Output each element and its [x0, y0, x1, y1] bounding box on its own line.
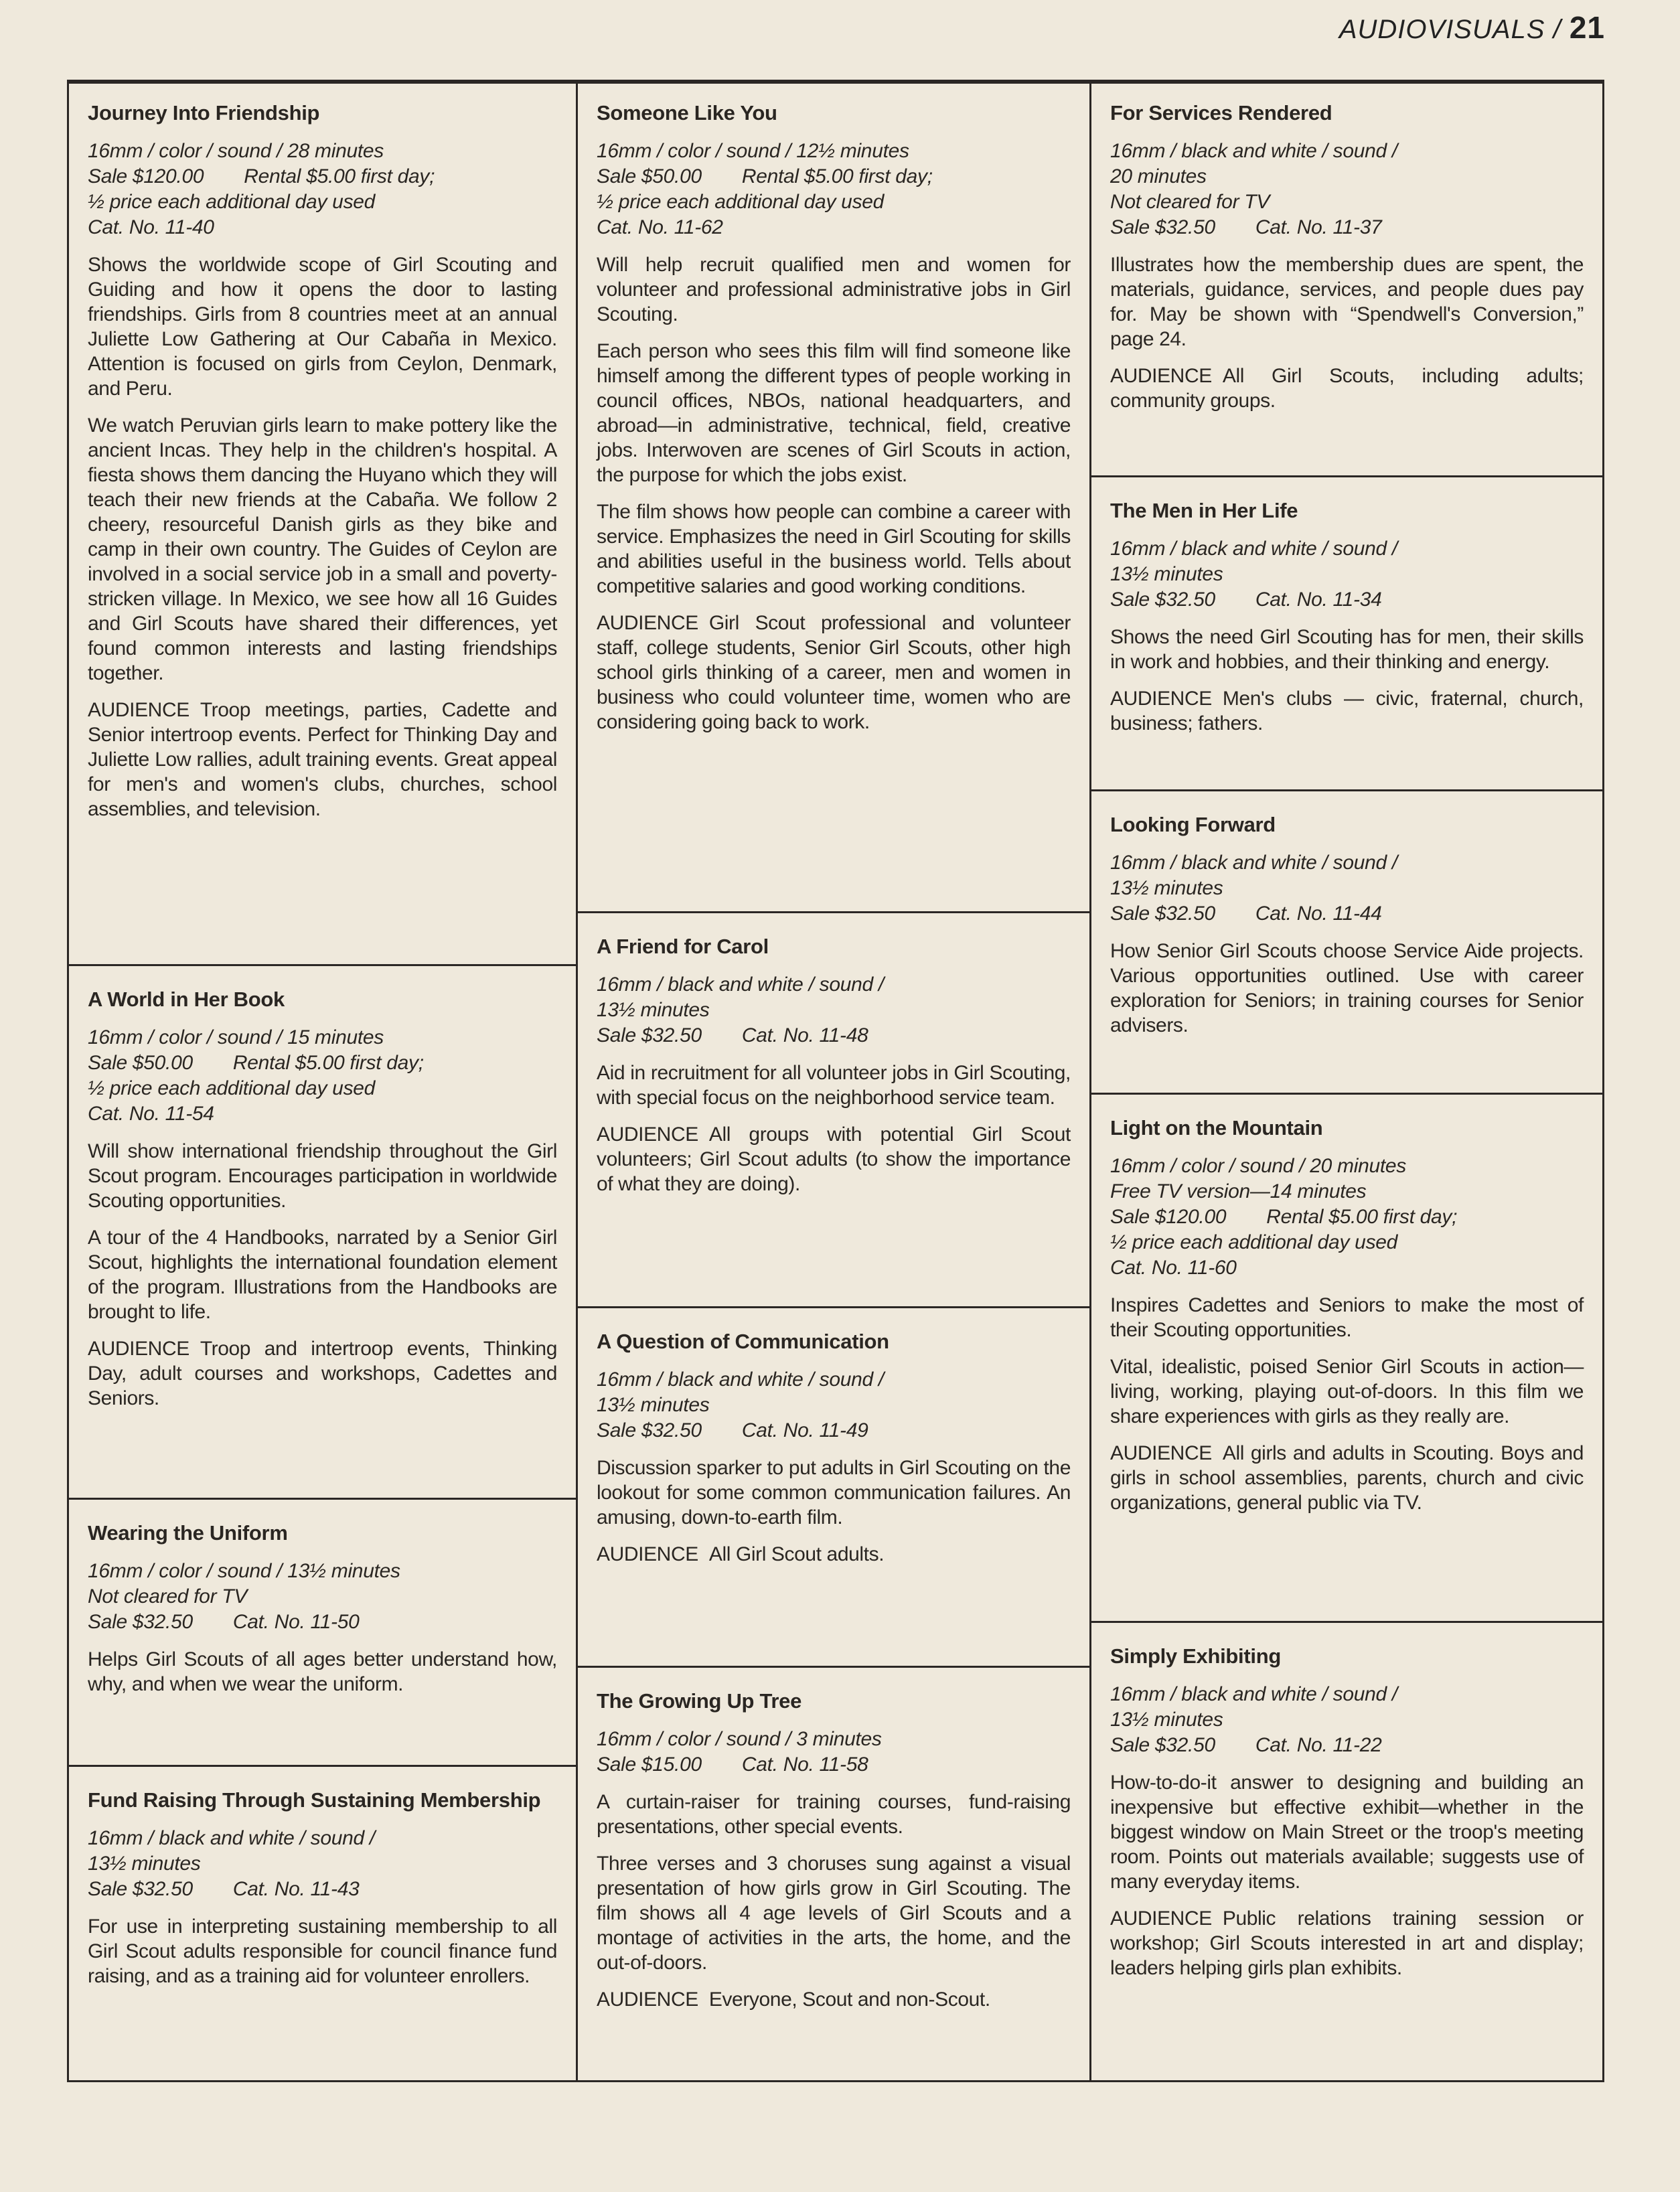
film-description: Shows the need Girl Scouting has for men, their skills in work and hobbies, and their thinking and energy.	[1110, 626, 1584, 673]
spec-line	[88, 1877, 557, 1902]
film-specs	[1110, 850, 1584, 927]
spec-line	[88, 1559, 557, 1584]
spec-value: Sale $32.50	[88, 1878, 193, 1900]
spec-value: Rental $5.00 first day;	[232, 1052, 424, 1074]
spec-line	[597, 139, 1071, 164]
spec-value: ½ price each additional day used	[88, 1077, 376, 1099]
column-2	[578, 80, 1089, 2082]
spec-line	[88, 215, 557, 240]
audience-label: AUDIENCE	[597, 1988, 698, 2011]
film-title: For Services Rendered	[1110, 101, 1332, 125]
film-specs	[88, 139, 557, 240]
audience-label: AUDIENCE	[88, 1338, 189, 1360]
spec-line	[1110, 587, 1584, 613]
spec-value: 13½ minutes	[597, 999, 710, 1021]
spec-value: Sale $50.00	[597, 165, 702, 187]
spec-line	[597, 189, 1071, 215]
spec-line	[1110, 1204, 1584, 1230]
audience-text: Men's clubs — civic, fraternal, church, business; fathers.	[1110, 688, 1584, 734]
spec-value: Cat. No. 11-49	[741, 1419, 868, 1441]
audience-note	[597, 1542, 1071, 1567]
audience-text: All Girl Scout adults.	[708, 1543, 885, 1565]
spec-line	[597, 215, 1071, 240]
spec-value: 16mm / color / sound / 28 minutes	[88, 140, 384, 162]
spec-value: Cat. No. 11-44	[1255, 903, 1382, 925]
spec-value: Sale $32.50	[1110, 216, 1215, 238]
spec-line	[597, 1727, 1071, 1752]
spec-value: Sale $32.50	[597, 1024, 702, 1046]
audience-label: AUDIENCE	[1110, 688, 1212, 710]
film-description: A tour of the 4 Handbooks, narrated by a Senior Girl Scout, highlights the international foundation element of the program. Illustrations from the Handbooks are brought to life.	[88, 1227, 557, 1323]
spec-line	[1110, 189, 1584, 215]
film-description: Inspires Cadettes and Seniors to make the most of their Scouting opportunities.	[1110, 1294, 1584, 1341]
film-title: The Men in Her Life	[1110, 499, 1298, 522]
film-description: Aid in recruitment for all volunteer jobs in Girl Scouting, with special focus on the neighborhood service team.	[597, 1062, 1071, 1109]
audience-label: AUDIENCE	[597, 1543, 698, 1565]
spec-value: 16mm / color / sound / 13½ minutes	[88, 1560, 400, 1582]
spec-line	[597, 1393, 1071, 1418]
film-description: Three verses and 3 choruses sung against a visual presentation of how girls grow in Girl Scouting. The film shows all 4 age levels of Girl Scouts and a montage of activities in the arts, the home, and the out-of-doors.	[597, 1853, 1071, 1974]
audience-note	[1110, 364, 1584, 413]
film-specs	[88, 1025, 557, 1127]
audience-label: AUDIENCE	[1110, 1442, 1212, 1464]
spec-value: Cat. No. 11-22	[1255, 1734, 1382, 1756]
spec-line	[1110, 1255, 1584, 1281]
spec-value: 13½ minutes	[1110, 877, 1223, 899]
film-description: We watch Peruvian girls learn to make pottery like the ancient Incas. They help in the children's hospital. A fiesta shows them dancing the Huyano which they will teach their new friends at the Cabaña. We follow 2 cheery, resourceful Danish girls as they bike and camp in their own country. The Guides of Ceylon are involved in a social service job in a small and poverty-stricken village. In Mexico, we see how all 16 Guides and Girl Scouts have shared their differences, yet found common interests and lasting friendships together.	[88, 414, 557, 684]
film-specs	[597, 1367, 1071, 1443]
film-description: How Senior Girl Scouts choose Service Aide projects. Various opportunities outlined. Use with career exploration for Seniors; in training courses for Senior advisers.	[1110, 940, 1584, 1036]
spec-value: ½ price each additional day used	[1110, 1231, 1398, 1253]
film-title: A Question of Communication	[597, 1330, 889, 1353]
spec-line	[88, 1101, 557, 1127]
film-description: Will show international friendship throughout the Girl Scout program. Encourages participation in worldwide Scouting opportunities.	[88, 1140, 557, 1212]
spec-value: Cat. No. 11-58	[741, 1753, 868, 1776]
film-description: The film shows how people can combine a career with service. Emphasizes the need in Girl Scouting for skills and abilities useful in the business world. Tells about competitive salaries and good working conditions.	[597, 501, 1071, 597]
spec-value: 16mm / black and white / sound /	[597, 973, 884, 996]
spec-value: Cat. No. 11-54	[88, 1103, 214, 1125]
film-entry	[1091, 80, 1602, 475]
film-description: Vital, idealistic, poised Senior Girl Scouts in action—living, working, playing out-of-doors. In this film we share experiences with girls as they really are.	[1110, 1356, 1584, 1427]
spec-value: Cat. No. 11-50	[232, 1611, 360, 1633]
spec-line	[88, 139, 557, 164]
film-title: A Friend for Carol	[597, 935, 769, 958]
audience-note	[1110, 686, 1584, 736]
audience-note	[88, 698, 557, 821]
spec-line	[1110, 139, 1584, 164]
audience-text: Everyone, Scout and non-Scout.	[708, 1988, 990, 2011]
film-entry	[578, 1306, 1089, 1666]
spec-line	[1110, 1230, 1584, 1255]
audience-note	[1110, 1906, 1584, 1980]
film-description: Discussion sparker to put adults in Girl Scouting on the lookout for some common communication failures. An amusing, down-to-earth film.	[597, 1457, 1071, 1529]
film-description: How-to-do-it answer to designing and building an inexpensive but effective exhibit—whether in the biggest window on Main Street or the troop's meeting room. Points out materials available; suggests use of many everyday items.	[1110, 1772, 1584, 1893]
film-specs	[88, 1559, 557, 1635]
spec-value: Not cleared for TV	[1110, 191, 1270, 213]
spec-line	[1110, 876, 1584, 901]
film-title: Someone Like You	[597, 101, 777, 125]
spec-value: 20 minutes	[1110, 165, 1207, 187]
film-entry	[1091, 1621, 1602, 2082]
spec-value: 16mm / color / sound / 3 minutes	[597, 1728, 882, 1750]
spec-line	[1110, 1707, 1584, 1733]
spec-value: Sale $32.50	[88, 1611, 193, 1633]
spec-value: 16mm / color / sound / 20 minutes	[1110, 1155, 1406, 1177]
spec-value: 13½ minutes	[597, 1394, 710, 1416]
spec-value: ½ price each additional day used	[88, 191, 376, 213]
audience-label: AUDIENCE	[1110, 365, 1212, 387]
spec-line	[597, 1752, 1071, 1778]
film-description: Helps Girl Scouts of all ages better understand how, why, and when we wear the uniform.	[88, 1648, 557, 1695]
spec-line	[597, 1367, 1071, 1393]
spec-value: Sale $120.00	[88, 165, 204, 187]
spec-line	[88, 1851, 557, 1877]
spec-value: Sale $120.00	[1110, 1206, 1227, 1228]
spec-line	[1110, 164, 1584, 189]
spec-line	[88, 1826, 557, 1851]
spec-line	[597, 1023, 1071, 1048]
audience-text: Troop meetings, parties, Cadette and Senior intertroop events. Perfect for Thinking Day and Juliette Low rallies, adult training events. Great appeal for men's and women's clubs, churches, school assemblies, and television.	[88, 699, 557, 820]
spec-line	[88, 1025, 557, 1050]
column-1	[69, 80, 576, 2082]
spec-value: Cat. No. 11-40	[88, 216, 214, 238]
film-entry	[69, 1498, 576, 1765]
film-description: For use in interpreting sustaining membership to all Girl Scout adults responsible for council finance fund raising, and as a training aid for volunteer enrollers.	[88, 1915, 557, 1987]
spec-value: Free TV version—14 minutes	[1110, 1180, 1367, 1202]
spec-value: Cat. No. 11-62	[597, 216, 723, 238]
spec-value: Sale $32.50	[1110, 903, 1215, 925]
spec-value: Rental $5.00 first day;	[244, 165, 435, 187]
audience-label: AUDIENCE	[597, 1123, 698, 1146]
spec-value: 16mm / color / sound / 15 minutes	[88, 1026, 384, 1048]
audience-note	[88, 1336, 557, 1411]
film-title: The Growing Up Tree	[597, 1689, 802, 1713]
spec-line	[88, 1050, 557, 1076]
film-specs	[1110, 1682, 1584, 1758]
spec-line	[597, 972, 1071, 998]
film-entry	[578, 911, 1089, 1306]
spec-line	[1110, 850, 1584, 876]
film-title: Fund Raising Through Sustaining Membership	[88, 1788, 541, 1812]
audience-text: All groups with potential Girl Scout volunteers; Girl Scout adults (to show the importance of what they are doing).	[597, 1123, 1071, 1195]
film-description: Will help recruit qualified men and women for volunteer and professional administrative jobs in Girl Scouting.	[597, 254, 1071, 325]
spec-value: 16mm / black and white / sound /	[597, 1368, 884, 1391]
spec-value: Cat. No. 11-43	[232, 1878, 360, 1900]
film-description: Shows the worldwide scope of Girl Scouting and Guiding and how it opens the door to lasting friendships. Girls from 8 countries meet at an annual Juliette Low Gathering at Our Cabaña in Mexico. Attention is focused on girls from Ceylon, Denmark, and Peru.	[88, 254, 557, 400]
film-entry	[578, 1666, 1089, 2082]
film-entry	[1091, 475, 1602, 789]
spec-value: Cat. No. 11-34	[1255, 589, 1382, 611]
audience-text: Girl Scout professional and volunteer staff, college students, Senior Girl Scouts, other high school girls thinking of a career, men and women in business who could volunteer time, women who are considering going back to work.	[597, 612, 1071, 733]
spec-line	[597, 1418, 1071, 1443]
spec-value: Sale $50.00	[88, 1052, 193, 1074]
spec-line	[1110, 562, 1584, 587]
audience-text: Public relations training session or workshop; Girl Scouts interested in art and display; leaders helping girls plan exhibits.	[1110, 1907, 1584, 1979]
spec-value: 16mm / color / sound / 12½ minutes	[597, 140, 909, 162]
film-entry	[578, 80, 1089, 911]
film-specs	[597, 139, 1071, 240]
spec-value: 16mm / black and white / sound /	[1110, 140, 1397, 162]
audience-text: All girls and adults in Scouting. Boys and girls in school assemblies, parents, church and civic organizations, general public via TV.	[1110, 1442, 1584, 1514]
film-description: A curtain-raiser for training courses, fund-raising presentations, other special events.	[597, 1791, 1071, 1838]
spec-line	[1110, 215, 1584, 240]
spec-line	[1110, 901, 1584, 927]
spec-value: Sale $15.00	[597, 1753, 702, 1776]
audience-note	[597, 1987, 1071, 2012]
film-specs	[1110, 139, 1584, 240]
audience-note	[597, 611, 1071, 734]
film-specs	[1110, 1154, 1584, 1281]
spec-value: Sale $32.50	[1110, 1734, 1215, 1756]
spec-line	[88, 1584, 557, 1610]
spec-value: 13½ minutes	[88, 1853, 201, 1875]
film-entry	[1091, 789, 1602, 1093]
film-entry	[69, 80, 576, 964]
spec-value: 13½ minutes	[1110, 1709, 1223, 1731]
spec-line	[1110, 1682, 1584, 1707]
running-head	[1339, 9, 1605, 46]
film-title: Simply Exhibiting	[1110, 1644, 1281, 1668]
spec-value: ½ price each additional day used	[597, 191, 885, 213]
film-specs	[597, 972, 1071, 1048]
spec-value: Sale $32.50	[597, 1419, 702, 1441]
audience-text: All Girl Scouts, including adults; community groups.	[1110, 365, 1584, 412]
film-specs	[1110, 536, 1584, 613]
film-title: Looking Forward	[1110, 813, 1276, 836]
spec-value: 16mm / black and white / sound /	[88, 1827, 375, 1849]
audience-note	[1110, 1441, 1584, 1515]
film-entry	[69, 964, 576, 1498]
audience-label: AUDIENCE	[597, 612, 698, 634]
film-entry	[1091, 1093, 1602, 1621]
film-title: Light on the Mountain	[1110, 1116, 1323, 1140]
audience-text: Troop and intertroop events, Thinking Day, adult courses and workshops, Cadettes and Seniors.	[88, 1338, 557, 1409]
spec-line	[1110, 1179, 1584, 1204]
spec-value: Cat. No. 11-48	[741, 1024, 868, 1046]
spec-value: Not cleared for TV	[88, 1585, 248, 1608]
section-name: AUDIOVISUALS /	[1339, 15, 1561, 44]
spec-value: Rental $5.00 first day;	[741, 165, 933, 187]
spec-line	[1110, 1154, 1584, 1179]
film-entry	[69, 1765, 576, 2082]
film-description: Each person who sees this film will find someone like himself among the different types of people working in council offices, NBOs, national headquarters, and abroad—in administrative, technical, field, creative jobs. Interwoven are scenes of Girl Scouts in action, the purpose for which the jobs exist.	[597, 340, 1071, 486]
spec-value: 16mm / black and white / sound /	[1110, 538, 1397, 560]
spec-line	[88, 1076, 557, 1101]
film-title: A World in Her Book	[88, 988, 285, 1011]
spec-line	[1110, 536, 1584, 562]
film-title: Wearing the Uniform	[88, 1521, 288, 1545]
spec-value: Cat. No. 11-37	[1255, 216, 1382, 238]
film-specs	[597, 1727, 1071, 1778]
spec-value: 13½ minutes	[1110, 563, 1223, 585]
spec-value: Rental $5.00 first day;	[1266, 1206, 1458, 1228]
film-description: Illustrates how the membership dues are spent, the materials, guidance, services, and people dues pay for. May be shown with “Spendwell's Conversion,” page 24.	[1110, 254, 1584, 350]
spec-value: 16mm / black and white / sound /	[1110, 1683, 1397, 1705]
audience-label: AUDIENCE	[1110, 1907, 1212, 1930]
audience-note	[597, 1122, 1071, 1196]
film-specs	[88, 1826, 557, 1902]
spec-line	[1110, 1733, 1584, 1758]
spec-value: 16mm / black and white / sound /	[1110, 852, 1397, 874]
spec-line	[88, 189, 557, 215]
spec-line	[597, 164, 1071, 189]
spec-line	[88, 164, 557, 189]
spec-line	[597, 998, 1071, 1023]
spec-value: Sale $32.50	[1110, 589, 1215, 611]
audience-label: AUDIENCE	[88, 699, 189, 721]
spec-value: Cat. No. 11-60	[1110, 1257, 1237, 1279]
film-title: Journey Into Friendship	[88, 101, 320, 125]
page-number: 21	[1569, 10, 1605, 45]
spec-line	[88, 1610, 557, 1635]
column-3	[1091, 80, 1602, 2082]
